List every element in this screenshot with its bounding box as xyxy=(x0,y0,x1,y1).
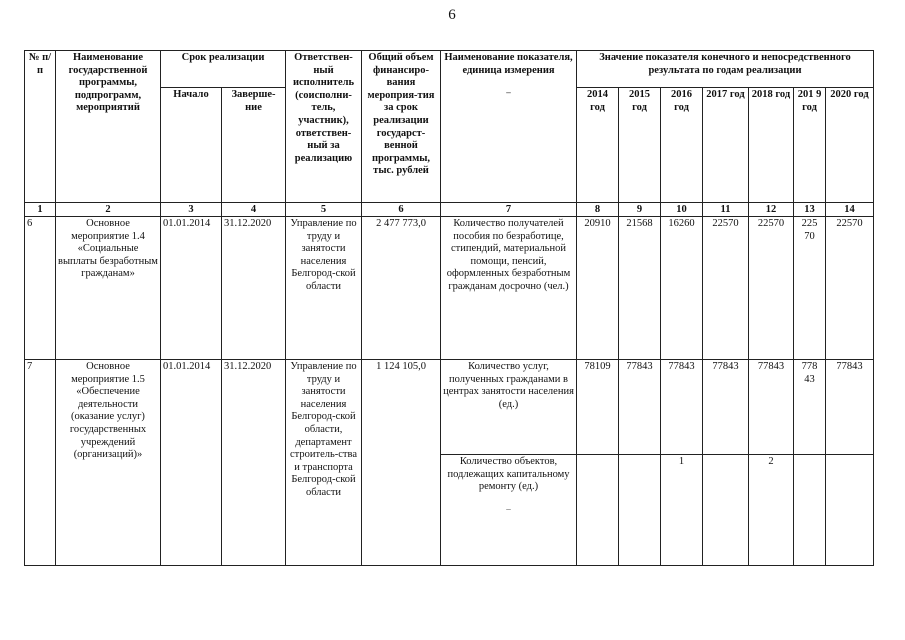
value-cell: 16260 xyxy=(661,217,703,360)
value-cell xyxy=(577,455,619,566)
row-name: Основное мероприятие 1.4 «Социальные выплаты безработным гражданам» xyxy=(56,217,161,360)
header-start: Начало xyxy=(161,88,222,203)
value-cell: 77843 xyxy=(826,360,874,455)
value-cell: 22570 xyxy=(749,217,794,360)
column-number: 5 xyxy=(286,203,362,217)
row-start: 01.01.2014 xyxy=(161,217,222,360)
column-number: 9 xyxy=(619,203,661,217)
header-year-2020: 2020 год xyxy=(826,88,874,203)
row-responsible: Управление по труду и занятости населения Белгород-ской области xyxy=(286,217,362,360)
header-year-2019: 201 9 год xyxy=(794,88,826,203)
row-num: 6 xyxy=(25,217,56,360)
header-year-2015: 2015 год xyxy=(619,88,661,203)
row-responsible: Управление по труду и занятости населения Белгород-ской области, департамент строитель-ства и транспорта Белгород-ской области xyxy=(286,360,362,566)
value-cell xyxy=(619,455,661,566)
page-number: 6 xyxy=(448,7,456,23)
value-cell: 225 70 xyxy=(794,217,826,360)
value-cell xyxy=(826,455,874,566)
header-end: Заверше-ние xyxy=(222,88,286,203)
column-number: 1 xyxy=(25,203,56,217)
header-indicator-label: Наименование показателя, единица измерения xyxy=(444,52,573,76)
value-cell: 22570 xyxy=(703,217,749,360)
table-row xyxy=(25,360,874,455)
scan-mark: – xyxy=(506,503,511,514)
value-cell xyxy=(794,455,826,566)
header-year-2017: 2017 год xyxy=(703,88,749,203)
value-cell: 77843 xyxy=(749,360,794,455)
row-end: 31.12.2020 xyxy=(222,360,286,566)
column-number: 4 xyxy=(222,203,286,217)
header-values: Значение показателя конечного и непосредственного результата по годам реализации xyxy=(577,51,874,88)
value-cell: 78109 xyxy=(577,360,619,455)
column-number: 3 xyxy=(161,203,222,217)
row-start: 01.01.2014 xyxy=(161,360,222,566)
header-name: Наименование государственной программы, подпрограмм, мероприятий xyxy=(56,51,161,203)
row-indicator-label: Количество объектов, подлежащих капитальному ремонту (ед.) xyxy=(447,456,570,493)
value-cell: 20910 xyxy=(577,217,619,360)
header-finance: Общий объем финансиро-вания мероприя-тия за срок реализации государст-венной программы, тыс. рублей xyxy=(362,51,441,203)
column-number: 7 xyxy=(441,203,577,217)
header-num: № п/п xyxy=(25,51,56,203)
value-cell: 77843 xyxy=(661,360,703,455)
row-finance: 2 477 773,0 xyxy=(362,217,441,360)
header-year-2018: 2018 год xyxy=(749,88,794,203)
row-end: 31.12.2020 xyxy=(222,217,286,360)
column-number: 12 xyxy=(749,203,794,217)
header-year-2016: 2016 год xyxy=(661,88,703,203)
value-cell: 1 xyxy=(661,455,703,566)
header-term: Срок реализации xyxy=(161,51,286,88)
column-number-row xyxy=(25,203,874,217)
row-name: Основное мероприятие 1.5 «Обеспечение деятельности (оказание услуг) государственных учреждений (организаций)» xyxy=(56,360,161,566)
scan-mark: – xyxy=(506,87,511,98)
column-number: 14 xyxy=(826,203,874,217)
column-number: 11 xyxy=(703,203,749,217)
value-cell: 22570 xyxy=(826,217,874,360)
row-indicator: Количество получателей пособия по безработице, стипендий, материальной помощи, пенсий, оформленных безработным гражданам досрочно (чел.) xyxy=(441,217,577,360)
value-cell: 2 xyxy=(749,455,794,566)
row-indicator: Количество услуг, полученных гражданами в центрах занятости населения (ед.) xyxy=(441,360,577,455)
row-num: 7 xyxy=(25,360,56,566)
column-number: 8 xyxy=(577,203,619,217)
header-indicator xyxy=(441,51,577,203)
header-year-2014: 2014 год xyxy=(577,88,619,203)
column-number: 13 xyxy=(794,203,826,217)
column-number: 10 xyxy=(661,203,703,217)
program-table xyxy=(24,50,874,566)
column-number: 2 xyxy=(56,203,161,217)
value-cell: 778 43 xyxy=(794,360,826,455)
header-responsible: Ответствен-ный исполнитель (соисполни-тель, участник), ответствен-ный за реализацию xyxy=(286,51,362,203)
row-indicator xyxy=(441,455,577,566)
value-cell: 77843 xyxy=(703,360,749,455)
value-cell: 21568 xyxy=(619,217,661,360)
column-number: 6 xyxy=(362,203,441,217)
row-finance: 1 124 105,0 xyxy=(362,360,441,566)
table-row xyxy=(25,217,874,360)
value-cell: 77843 xyxy=(619,360,661,455)
value-cell xyxy=(703,455,749,566)
header-row-1 xyxy=(25,51,874,88)
